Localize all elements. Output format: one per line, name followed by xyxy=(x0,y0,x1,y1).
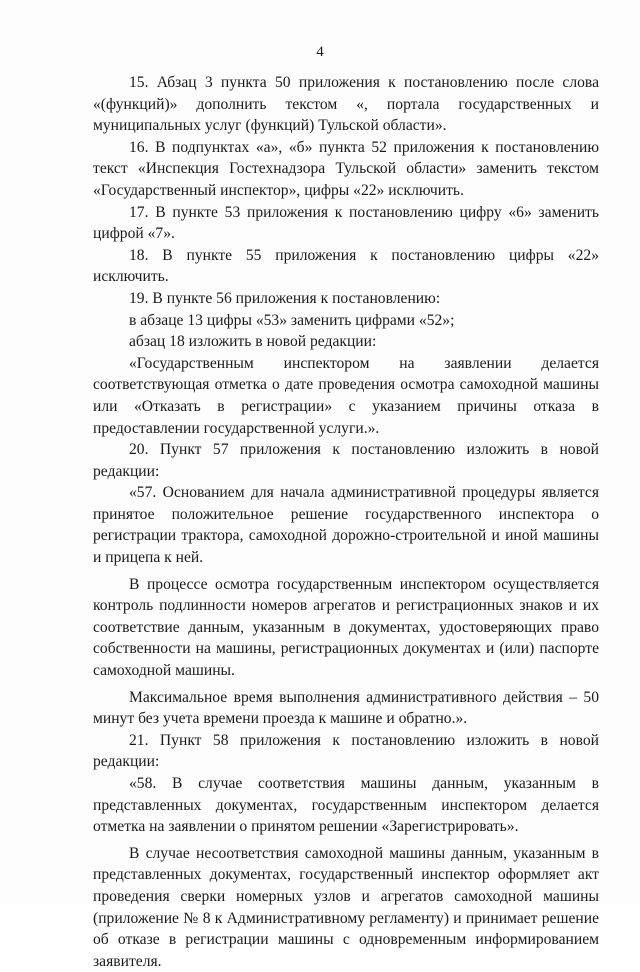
paragraph-15: 15. Абзац 3 пункта 50 приложения к постановлению после слова «(функций)» дополнить текстом «, портала государственных и муниципальных услуг (функций) Тульской области». xyxy=(93,74,599,135)
quoted-item-57-part-2: В процессе осмотра государственным инспектором осуществляется контроль подлинности номеров агрегатов и регистрационных знаков и их соответствие данным, указанным в документах, удостоверяющих право собственности на машины, регистрационных документах и (или) паспорте самоходной машины. xyxy=(93,575,599,680)
paragraph-17: 17. В пункте 53 приложения к постановлению цифру «6» заменить цифрой «7». xyxy=(93,203,599,243)
paragraph-20: 20. Пункт 57 приложения к постановлению изложить в новой редакции: xyxy=(93,441,599,480)
paragraph-18: 18. В пункте 55 приложения к постановлению цифры «22» исключить. xyxy=(93,246,599,286)
page-number: 4 xyxy=(316,44,324,60)
paragraph-19-item-1: в абзаце 13 цифры «53» заменить цифрами «52»; xyxy=(129,311,455,329)
quoted-paragraph-18: «Государственным инспектором на заявлении делается соответствующая отметка о дате проведения осмотра самоходной машины или «Отказать в регистрации» с указанием причины отказа в предоставлении государственной услуги.». xyxy=(93,354,599,437)
quoted-item-58: «58. В случае соответствия машины данным, указанным в представленных документах, государственным инспектором делается отметка на заявлении о принятом решении «Зарегистрировать». xyxy=(93,775,599,836)
quoted-item-57-part-3: Максимальное время выполнения административного действия – 50 минут без учета времени проезда к машине и обратно.». xyxy=(93,688,599,728)
paragraph-21: 21. Пункт 58 приложения к постановлению изложить в новой редакции: xyxy=(93,731,599,771)
paragraph-19-item-2: абзац 18 изложить в новой редакции: xyxy=(129,333,377,351)
quoted-item-57: «57. Основанием для начала административной процедуры является принятое положительное решение государственного инспектора о регистрации трактора, самоходной дорожно-строительной и иной машины и прицепа к ней. xyxy=(93,484,599,567)
quoted-item-58-part-2: В случае несоответствия самоходной машины данным, указанным в представленных документах, государственный инспектор оформляет акт проведения сверки номерных узлов и агрегатов самоходной машины (приложение № 8 к Административному регламенту) и принимает решение об отказе в регистрации машины с одновременным информированием заявителя. xyxy=(93,844,599,970)
paragraph-16: 16. В подпунктах «а», «б» пункта 52 приложения к постановлению текст «Инспекция Гостехнадзора Тульской области» заменить текстом «Государственный инспектор», цифры «22» исключить. xyxy=(93,138,599,199)
document-body xyxy=(93,72,599,972)
paragraph-19: 19. В пункте 56 приложения к постановлению: xyxy=(129,289,441,307)
